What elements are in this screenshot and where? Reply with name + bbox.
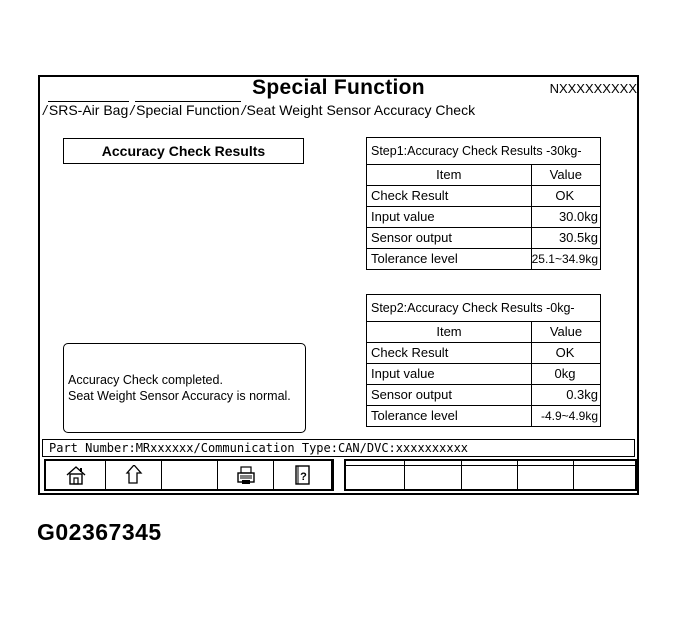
print-button[interactable] <box>218 461 274 489</box>
results-label: Accuracy Check Results <box>63 138 304 164</box>
print-icon <box>235 465 257 485</box>
breadcrumb: / SRS-Air Bag / Special Function /Seat Weight Sensor Accuracy Check <box>43 102 476 118</box>
column-header-item: Item <box>367 322 532 343</box>
message-box <box>63 343 306 433</box>
diagnostic-screen <box>38 75 639 495</box>
page-title: Special Function <box>252 76 425 99</box>
row-item: Tolerance level <box>367 406 532 427</box>
back-button[interactable] <box>106 461 162 489</box>
breadcrumb-item-srs-air-bag[interactable]: SRS-Air Bag <box>48 102 129 118</box>
help-icon <box>293 464 313 486</box>
row-item: Input value <box>367 364 532 385</box>
svg-text:?: ? <box>299 471 307 483</box>
row-item: Check Result <box>367 186 532 207</box>
breadcrumb-item-current: Seat Weight Sensor Accuracy Check <box>246 102 476 118</box>
row-value: 0.3kg <box>532 385 601 406</box>
step2-title: Step2:Accuracy Check Results -0kg- <box>367 295 601 322</box>
step2-results-table <box>366 294 601 427</box>
table-row <box>367 343 601 364</box>
function-key-3[interactable] <box>462 461 518 489</box>
function-key-1[interactable] <box>346 461 405 489</box>
toolbar-left-group <box>44 459 334 491</box>
vin-label: NXXXXXXXXX <box>549 81 637 96</box>
row-item: Check Result <box>367 343 532 364</box>
table-row <box>367 186 601 207</box>
help-button[interactable] <box>274 461 332 489</box>
home-button[interactable] <box>46 461 106 489</box>
row-value: 25.1~34.9kg <box>531 249 600 270</box>
message-line-1: Accuracy Check completed. <box>68 373 223 387</box>
table-row <box>367 207 601 228</box>
step1-title: Step1:Accuracy Check Results -30kg- <box>367 138 601 165</box>
row-value: 30.0kg <box>531 207 600 228</box>
row-value: -4.9~4.9kg <box>532 406 601 427</box>
row-value: OK <box>531 186 600 207</box>
message-line-2: Seat Weight Sensor Accuracy is normal. <box>68 389 291 403</box>
row-value: 30.5kg <box>531 228 600 249</box>
table-row <box>367 385 601 406</box>
step1-results-table <box>366 137 601 270</box>
table-row <box>367 364 601 385</box>
function-key-2[interactable] <box>405 461 462 489</box>
home-icon <box>65 465 87 485</box>
row-value: 0kg <box>532 364 601 385</box>
function-key-5[interactable] <box>574 461 635 489</box>
toolbar-right-group <box>344 459 637 491</box>
function-key-4[interactable] <box>518 461 574 489</box>
column-header-item: Item <box>367 165 532 186</box>
back-icon <box>121 465 147 485</box>
breadcrumb-item-special-function[interactable]: Special Function <box>136 102 240 118</box>
status-bar: Part Number:MRxxxxxx/Communication Type:CAN/DVC:xxxxxxxxxx <box>42 439 635 457</box>
table-row <box>367 249 601 270</box>
title-bar <box>40 77 637 99</box>
row-item: Input value <box>367 207 532 228</box>
table-row <box>367 228 601 249</box>
figure-id: G02367345 <box>37 519 162 545</box>
row-item: Sensor output <box>367 228 532 249</box>
empty-button[interactable] <box>162 461 218 489</box>
row-item: Tolerance level <box>367 249 532 270</box>
row-value: OK <box>532 343 601 364</box>
toolbar <box>40 459 637 493</box>
table-row <box>367 406 601 427</box>
column-header-value: Value <box>531 165 600 186</box>
column-header-value: Value <box>532 322 601 343</box>
row-item: Sensor output <box>367 385 532 406</box>
